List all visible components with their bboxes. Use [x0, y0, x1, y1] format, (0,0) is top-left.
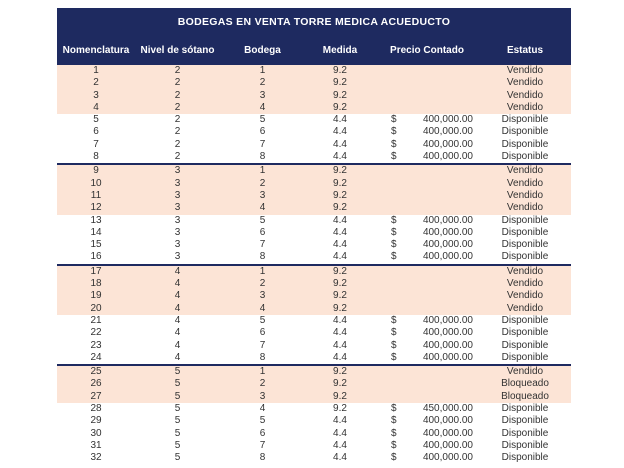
- cell-medida: 9.2: [333, 89, 347, 101]
- cell-estatus: Bloqueado: [501, 378, 549, 390]
- precio-amount: 400,000.00: [422, 214, 473, 226]
- cell-estatus: Disponible: [501, 239, 549, 251]
- currency-symbol: $: [391, 351, 397, 363]
- cell-nomenclatura: 10: [90, 177, 102, 189]
- cell-bodega: 3: [259, 290, 266, 302]
- cell-bodega: 2: [259, 77, 266, 89]
- cell-medida: 9.2: [333, 189, 347, 201]
- table-row: [57, 163, 571, 177]
- cell-nivel-sotano: 2: [174, 89, 181, 101]
- cell-estatus: Vendido: [506, 189, 544, 201]
- cell-medida: 9.2: [333, 378, 347, 390]
- cell-medida: 9.2: [333, 165, 347, 177]
- cell-medida: 4.4: [333, 138, 347, 150]
- cell-nivel-sotano: 4: [174, 302, 181, 314]
- cell-precio-contado: [375, 126, 479, 138]
- cell-nivel-sotano: 4: [174, 339, 181, 351]
- cell-bodega: 1: [259, 366, 266, 378]
- cell-medida: 9.2: [333, 265, 347, 277]
- table-row: [57, 364, 571, 378]
- table-row: [57, 352, 571, 364]
- cell-nomenclatura: 2: [93, 77, 99, 89]
- precio-amount: 400,000.00: [422, 439, 473, 451]
- cell-estatus: Vendido: [506, 278, 544, 290]
- cell-estatus: Disponible: [501, 403, 549, 415]
- cell-bodega: 7: [259, 439, 266, 451]
- table-row: [57, 151, 571, 163]
- precio-amount: 400,000.00: [422, 327, 473, 339]
- cell-bodega: 2: [259, 177, 266, 189]
- cell-medida: 9.2: [333, 65, 347, 76]
- cell-estatus: Bloqueado: [501, 390, 549, 402]
- precio-amount: 400,000.00: [422, 126, 473, 138]
- cell-bodega: 4: [259, 403, 266, 415]
- table-row: [57, 264, 571, 278]
- currency-symbol: $: [391, 226, 397, 238]
- table-row: [57, 102, 571, 114]
- cell-medida: 4.4: [333, 327, 347, 339]
- cell-medida: 9.2: [333, 77, 347, 89]
- cell-precio-contado: [375, 139, 479, 151]
- cell-precio-contado: [375, 440, 479, 452]
- cell-nivel-sotano: 3: [174, 165, 181, 177]
- table-row: [57, 114, 571, 126]
- cell-medida: 4.4: [333, 251, 347, 263]
- cell-estatus: Vendido: [506, 265, 544, 277]
- cell-bodega: 6: [259, 226, 266, 238]
- precio-amount: 400,000.00: [422, 138, 473, 150]
- table-row: [57, 378, 571, 390]
- cell-bodega: 8: [259, 351, 266, 363]
- cell-nivel-sotano: 3: [174, 214, 181, 226]
- precio-amount: 400,000.00: [422, 239, 473, 251]
- cell-nivel-sotano: 3: [174, 251, 181, 263]
- precio-amount: 400,000.00: [422, 114, 473, 126]
- cell-bodega: 1: [259, 165, 266, 177]
- cell-nomenclatura: 18: [90, 278, 102, 290]
- cell-nomenclatura: 4: [93, 101, 99, 113]
- currency-symbol: $: [391, 126, 397, 138]
- cell-bodega: 7: [259, 339, 266, 351]
- cell-estatus: Disponible: [501, 452, 549, 464]
- cell-bodega: 6: [259, 126, 266, 138]
- table-row: [57, 178, 571, 190]
- cell-nivel-sotano: 5: [174, 378, 181, 390]
- cell-nomenclatura: 16: [90, 251, 102, 263]
- cell-nivel-sotano: 3: [174, 177, 181, 189]
- currency-symbol: $: [391, 314, 397, 326]
- cell-bodega: 5: [259, 415, 266, 427]
- cell-nomenclatura: 1: [93, 65, 99, 76]
- cell-medida: 4.4: [333, 126, 347, 138]
- cell-nivel-sotano: 5: [174, 415, 181, 427]
- precio-amount: 400,000.00: [422, 351, 473, 363]
- currency-symbol: $: [391, 439, 397, 451]
- cell-nivel-sotano: 2: [174, 77, 181, 89]
- cell-nomenclatura: 25: [90, 366, 102, 378]
- cell-nivel-sotano: 3: [174, 189, 181, 201]
- column-header-nivel-sotano: Nivel de sótano: [140, 44, 215, 56]
- cell-bodega: 6: [259, 327, 266, 339]
- cell-precio-contado: [375, 215, 479, 227]
- cell-bodega: 3: [259, 390, 266, 402]
- table-row: [57, 452, 571, 464]
- cell-nomenclatura: 3: [93, 89, 99, 101]
- precio-amount: 450,000.00: [422, 403, 473, 415]
- cell-nomenclatura: 28: [90, 403, 102, 415]
- cell-estatus: Disponible: [501, 226, 549, 238]
- cell-nivel-sotano: 4: [174, 278, 181, 290]
- table-row: [57, 440, 571, 452]
- cell-precio-contado: [375, 151, 479, 163]
- cell-bodega: 4: [259, 302, 266, 314]
- cell-nomenclatura: 19: [90, 290, 102, 302]
- cell-bodega: 2: [259, 278, 266, 290]
- cell-nomenclatura: 30: [90, 427, 102, 439]
- table-row: [57, 227, 571, 239]
- cell-nomenclatura: 27: [90, 390, 102, 402]
- cell-nivel-sotano: 3: [174, 226, 181, 238]
- precio-amount: 400,000.00: [422, 251, 473, 263]
- table-row: [57, 278, 571, 290]
- currency-symbol: $: [391, 427, 397, 439]
- table-row: [57, 391, 571, 403]
- cell-estatus: Disponible: [501, 351, 549, 363]
- currency-symbol: $: [391, 214, 397, 226]
- table-row: [57, 327, 571, 339]
- table-row: [57, 139, 571, 151]
- cell-medida: 4.4: [333, 214, 347, 226]
- cell-precio-contado: [375, 227, 479, 239]
- cell-bodega: 3: [259, 89, 266, 101]
- cell-nivel-sotano: 5: [174, 439, 181, 451]
- cell-estatus: Vendido: [506, 165, 544, 177]
- table-row: [57, 77, 571, 89]
- cell-bodega: 7: [259, 239, 266, 251]
- cell-medida: 9.2: [333, 290, 347, 302]
- table-row: [57, 290, 571, 302]
- cell-medida: 9.2: [333, 177, 347, 189]
- cell-medida: 4.4: [333, 427, 347, 439]
- cell-medida: 4.4: [333, 339, 347, 351]
- table-row: [57, 251, 571, 263]
- cell-nivel-sotano: 3: [174, 239, 181, 251]
- cell-bodega: 1: [259, 65, 266, 76]
- table-row: [57, 415, 571, 427]
- cell-medida: 9.2: [333, 302, 347, 314]
- cell-nomenclatura: 13: [90, 214, 102, 226]
- cell-nivel-sotano: 4: [174, 265, 181, 277]
- cell-medida: 9.2: [333, 101, 347, 113]
- table-row: [57, 65, 571, 77]
- table-row: [57, 190, 571, 202]
- cell-bodega: 4: [259, 202, 266, 214]
- currency-symbol: $: [391, 239, 397, 251]
- cell-medida: 4.4: [333, 351, 347, 363]
- cell-estatus: Vendido: [506, 366, 544, 378]
- cell-nivel-sotano: 4: [174, 327, 181, 339]
- cell-precio-contado: [375, 315, 479, 327]
- cell-nivel-sotano: 2: [174, 126, 181, 138]
- cell-bodega: 8: [259, 251, 266, 263]
- cell-precio-contado: [375, 428, 479, 440]
- cell-nomenclatura: 7: [93, 138, 99, 150]
- currency-symbol: $: [391, 403, 397, 415]
- cell-estatus: Disponible: [501, 151, 549, 163]
- currency-symbol: $: [391, 251, 397, 263]
- cell-nomenclatura: 17: [90, 265, 102, 277]
- cell-bodega: 5: [259, 314, 266, 326]
- cell-nivel-sotano: 2: [174, 138, 181, 150]
- precio-amount: 400,000.00: [422, 415, 473, 427]
- cell-medida: 9.2: [333, 202, 347, 214]
- table-row: [57, 303, 571, 315]
- cell-medida: 4.4: [333, 226, 347, 238]
- precio-amount: 400,000.00: [422, 452, 473, 464]
- cell-nomenclatura: 29: [90, 415, 102, 427]
- bodegas-table: [57, 8, 571, 465]
- cell-nomenclatura: 5: [93, 114, 99, 126]
- table-row: [57, 215, 571, 227]
- cell-medida: 4.4: [333, 114, 347, 126]
- cell-bodega: 1: [259, 265, 266, 277]
- cell-nivel-sotano: 4: [174, 290, 181, 302]
- cell-nivel-sotano: 5: [174, 427, 181, 439]
- cell-nomenclatura: 15: [90, 239, 102, 251]
- cell-nomenclatura: 11: [90, 189, 102, 201]
- cell-medida: 9.2: [333, 390, 347, 402]
- cell-estatus: Vendido: [506, 101, 544, 113]
- cell-nomenclatura: 6: [93, 126, 99, 138]
- cell-precio-contado: [375, 114, 479, 126]
- currency-symbol: $: [391, 114, 397, 126]
- table-row: [57, 239, 571, 251]
- cell-nivel-sotano: 2: [174, 151, 181, 163]
- cell-precio-contado: [375, 352, 479, 364]
- cell-precio-contado: [375, 239, 479, 251]
- currency-symbol: $: [391, 151, 397, 163]
- table-row: [57, 126, 571, 138]
- cell-nomenclatura: 26: [90, 378, 102, 390]
- table-row: [57, 403, 571, 415]
- cell-bodega: 6: [259, 427, 266, 439]
- currency-symbol: $: [391, 415, 397, 427]
- cell-bodega: 5: [259, 214, 266, 226]
- cell-estatus: Disponible: [501, 339, 549, 351]
- cell-estatus: Disponible: [501, 138, 549, 150]
- cell-estatus: Vendido: [506, 302, 544, 314]
- precio-amount: 400,000.00: [422, 151, 473, 163]
- cell-nivel-sotano: 3: [174, 202, 181, 214]
- cell-bodega: 7: [259, 138, 266, 150]
- cell-estatus: Vendido: [506, 89, 544, 101]
- cell-bodega: 5: [259, 114, 266, 126]
- cell-estatus: Disponible: [501, 114, 549, 126]
- cell-medida: 9.2: [333, 278, 347, 290]
- cell-precio-contado: [375, 327, 479, 339]
- cell-estatus: Vendido: [506, 65, 544, 76]
- cell-nomenclatura: 20: [90, 302, 102, 314]
- column-header-precio-contado: Precio Contado: [390, 44, 464, 56]
- cell-nomenclatura: 23: [90, 339, 102, 351]
- cell-precio-contado: [375, 403, 479, 415]
- cell-nomenclatura: 24: [90, 351, 102, 363]
- cell-medida: 4.4: [333, 452, 347, 464]
- cell-medida: 4.4: [333, 415, 347, 427]
- cell-estatus: Vendido: [506, 177, 544, 189]
- cell-estatus: Disponible: [501, 251, 549, 263]
- cell-nivel-sotano: 2: [174, 101, 181, 113]
- cell-estatus: Disponible: [501, 439, 549, 451]
- cell-nomenclatura: 9: [93, 165, 99, 177]
- table-row: [57, 340, 571, 352]
- cell-bodega: 8: [259, 151, 266, 163]
- cell-medida: 4.4: [333, 239, 347, 251]
- cell-estatus: Vendido: [506, 290, 544, 302]
- cell-nivel-sotano: 4: [174, 314, 181, 326]
- cell-medida: 9.2: [333, 366, 347, 378]
- cell-nivel-sotano: 4: [174, 351, 181, 363]
- currency-symbol: $: [391, 339, 397, 351]
- column-header-bodega: Bodega: [244, 44, 281, 56]
- table-row: [57, 90, 571, 102]
- cell-nomenclatura: 8: [93, 151, 99, 163]
- cell-estatus: Vendido: [506, 77, 544, 89]
- cell-nivel-sotano: 2: [174, 65, 181, 76]
- cell-estatus: Disponible: [501, 126, 549, 138]
- precio-amount: 400,000.00: [422, 226, 473, 238]
- cell-estatus: Disponible: [501, 314, 549, 326]
- table-title: BODEGAS EN VENTA TORRE MEDICA ACUEDUCTO: [177, 15, 451, 28]
- cell-precio-contado: [375, 251, 479, 263]
- cell-nomenclatura: 21: [90, 314, 102, 326]
- cell-estatus: Disponible: [501, 214, 549, 226]
- cell-bodega: 2: [259, 378, 266, 390]
- cell-nivel-sotano: 5: [174, 452, 181, 464]
- table-header: [57, 8, 571, 65]
- precio-amount: 400,000.00: [422, 339, 473, 351]
- currency-symbol: $: [391, 138, 397, 150]
- cell-medida: 4.4: [333, 439, 347, 451]
- precio-amount: 400,000.00: [422, 314, 473, 326]
- table-body: [57, 65, 571, 465]
- cell-medida: 9.2: [333, 403, 347, 415]
- table-row: [57, 202, 571, 214]
- cell-bodega: 4: [259, 101, 266, 113]
- cell-nomenclatura: 14: [90, 226, 102, 238]
- table-row: [57, 315, 571, 327]
- cell-precio-contado: [375, 415, 479, 427]
- column-header-row: [57, 35, 571, 65]
- currency-symbol: $: [391, 452, 397, 464]
- cell-precio-contado: [375, 340, 479, 352]
- column-header-medida: Medida: [322, 44, 358, 56]
- cell-nomenclatura: 12: [90, 202, 102, 214]
- cell-bodega: 3: [259, 189, 266, 201]
- currency-symbol: $: [391, 327, 397, 339]
- cell-nivel-sotano: 5: [174, 403, 181, 415]
- cell-nivel-sotano: 5: [174, 366, 181, 378]
- cell-estatus: Disponible: [501, 327, 549, 339]
- cell-nivel-sotano: 2: [174, 114, 181, 126]
- cell-medida: 4.4: [333, 314, 347, 326]
- cell-precio-contado: [375, 452, 479, 464]
- precio-amount: 400,000.00: [422, 427, 473, 439]
- column-header-nomenclatura: Nomenclatura: [62, 44, 130, 56]
- table-row: [57, 428, 571, 440]
- cell-nomenclatura: 32: [90, 452, 102, 464]
- cell-nomenclatura: 22: [90, 327, 102, 339]
- cell-medida: 4.4: [333, 151, 347, 163]
- cell-estatus: Vendido: [506, 202, 544, 214]
- cell-bodega: 8: [259, 452, 266, 464]
- cell-nivel-sotano: 5: [174, 390, 181, 402]
- cell-nomenclatura: 31: [90, 439, 102, 451]
- cell-estatus: Disponible: [501, 427, 549, 439]
- column-header-estatus: Estatus: [506, 44, 544, 56]
- cell-estatus: Disponible: [501, 415, 549, 427]
